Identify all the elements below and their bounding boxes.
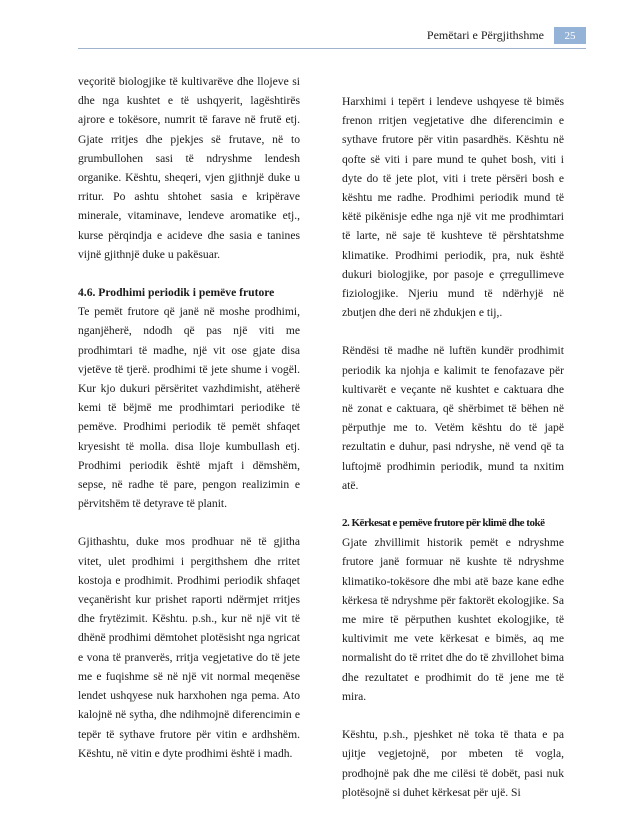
page-number-badge: 25 xyxy=(554,27,586,44)
paragraph: Harxhimi i tepërt i lendeve ushqyese të bimës frenon rritjen vegjetative dhe diferencimin e sythave frutore për vitin pasardhës. Kështu në qofte së viti i pare mund te quhet bosh, viti i dyte do të jete plot, viti i trete përsëri bosh e kështu me radhe. Prodhimi periodik mund të këtë pikënisje edhe nga një vit me prodhimtari të larte, në saje të kushteve të përshtatshme klimatike. Prodhimi periodik, pra, nuk është dukuri biologjike, por pasoje e çrregullimeve fiziologjike. Njeriu mund të ndërhyjë në zbutjen dhe deri në zhdukjen e tij,. xyxy=(342,95,564,320)
paragraph: Kështu, p.sh., pjeshket në toka të thata e pa ujitje vegjetojnë, por mbeten të vogla, prodhojnë pak dhe me cilësi të dobët, pasi nuk plotësojnë si duhet kërkesat për ujë. Si xyxy=(342,728,564,799)
section-heading: 4.6. Prodhimi periodik i pemëve frutore xyxy=(78,286,275,300)
paragraph: Rëndësi të madhe në luftën kundër prodhimit periodik ka njohja e kalimit te fenofazave për kultivarët e veçante në kushtet e caktuara dhe në zonat e caktuara, që shërbimet të bëhen në përputhje me to. Vetëm kështu do të japë rezultatin e duhur, pasi ndryshe, në vend që ta luftojmë prodhimin periodik, mund ta nxitim atë. xyxy=(342,344,564,492)
running-title: Pemëtari e Përgjithshme xyxy=(426,28,544,42)
section-heading: 2. Kërkesat e pemëve frutore për klimë dhe tokë xyxy=(342,517,545,530)
page-header xyxy=(427,27,586,44)
paragraph: Te pemët frutore që janë në moshe prodhimi, nganjëherë, ndodh që pas një viti me prodhimtari të madhe, një vit ose gjate disa vjetëve të tjerë. prodhimi të jete shume i vogël. Kur kjo dukuri përsëritet vazhdimisht, atëherë kemi të bëjmë me prodhimtari periodike të pemëve. Prodhimi periodik të pemët shfaqet kryesisht të molla. disa lloje kumbullash etj. Prodhimi periodik është mjaft i dëmshëm, sepse, në radhe të pare, pengon realizimin e përvitshëm të detyrave të planit. xyxy=(78,305,300,511)
paragraph: Gjate zhvillimit historik pemët e ndryshme frutore janë formuar në kushte të ndryshme klimatiko-tokësore dhe mbi atë baze kane edhe kërkesa të ndryshme për faktorët ekologjike. Sa me mire të përputhen kushtet ekologjike, të kultivimit me vete kërkesat e bimës, aq me normalisht do të rritet dhe do të zhvillohet bima dhe rezultatet e prodhimit do të jene me të mira. xyxy=(342,536,564,703)
paragraph: Gjithashtu, duke mos prodhuar në të gjitha vitet, ulet prodhimi i pergithshem dhe rritet kostoja e prodhimit. Prodhimi periodik shfaqet veçanërisht kur prishet raporti ndërmjet rritjes dhe frytëzimit. Kështu. p.sh., kur në një vit të dhënë prodhimi dëmtohet plotësisht nga ngricat e vona të pranverës, rritja vegjetative do të jete me e fuqishme së në një vit normal meqenëse lendet ushqyese nuk harxhohen nga pema. Ato kalojnë në sytha, dhe ndihmojnë diferencimin e tepër të sythave frutore për vitin e ardhshëm. Kështu, në vitin e dyte prodhimi është i madh. xyxy=(78,535,300,760)
left-column xyxy=(78,72,300,782)
paragraph: veçoritë biologjike të kultivarëve dhe llojeve si dhe nga kushtet e të ushqyerit, lagështirës ajrore e tokësore, numrit të farave në frutë etj. Gjate rritjes dhe pjekjes së frutave, në to grumbullohen sasi të ndryshme lendesh organike. Kështu, sheqeri, vjen gjithnjë duke u rritur. Po ashtu shtohet sasia e kripërave minerale, vitaminave, lendeve aromatike etj., kurse përqindja e acideve dhe sasia e tanines vijnë gjithnjë duke u pakësuar. xyxy=(78,75,300,261)
header-rule xyxy=(78,48,586,49)
right-column xyxy=(342,92,564,821)
